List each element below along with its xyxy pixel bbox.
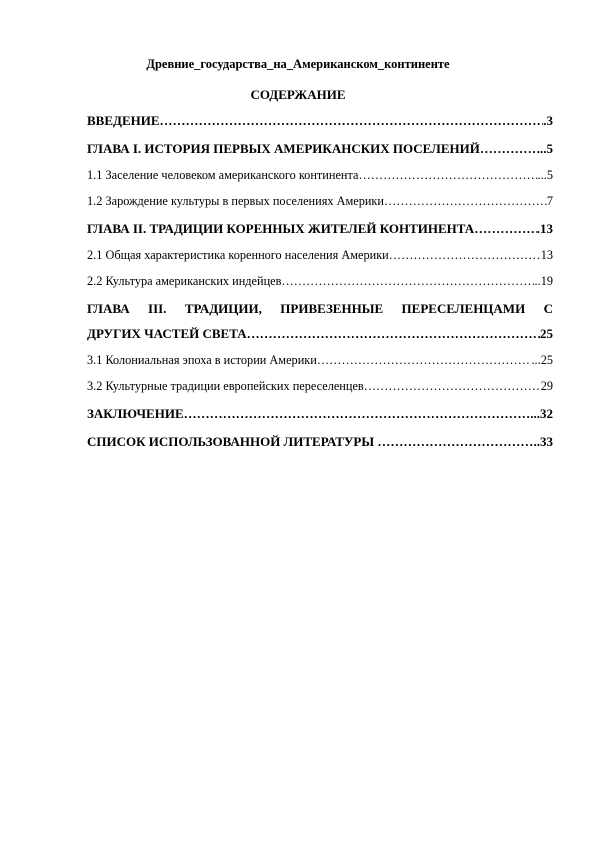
toc-entry-label: 2.2 Культура американских индейцев bbox=[87, 274, 282, 288]
toc-entry-page: ..5 bbox=[540, 141, 553, 156]
toc-heading: СОДЕРЖАНИЕ bbox=[250, 87, 346, 102]
toc-entry bbox=[87, 351, 553, 377]
toc-entry-page: 25 bbox=[540, 326, 553, 341]
toc-leader-dots bbox=[358, 168, 537, 183]
toc-entry bbox=[87, 246, 553, 272]
toc-entry bbox=[87, 431, 553, 459]
toc-entry-page: ...25 bbox=[531, 353, 553, 367]
toc-leader-dots bbox=[184, 406, 531, 422]
toc-entry-label: ГЛАВА I. ИСТОРИЯ ПЕРВЫХ АМЕРИКАНСКИХ ПОСЕЛЕНИЙ bbox=[87, 141, 480, 156]
toc-entry bbox=[87, 218, 553, 246]
toc-entry-page: 7 bbox=[546, 194, 553, 208]
toc-leader-dots bbox=[384, 194, 547, 209]
toc-entry bbox=[87, 323, 553, 351]
table-of-contents bbox=[87, 110, 553, 459]
toc-leader-dots bbox=[364, 379, 541, 394]
toc-entry bbox=[87, 110, 553, 138]
toc-entry-label: 3.1 Колониальная эпоха в истории Америки bbox=[87, 353, 317, 367]
toc-entry-label: СПИСОК ИСПОЛЬЗОВАННОЙ ЛИТЕРАТУРЫ bbox=[87, 434, 378, 449]
toc-entry-page: .3 bbox=[543, 113, 553, 128]
toc-entry bbox=[87, 403, 553, 431]
toc-entry-label: ДРУГИХ ЧАСТЕЙ СВЕТА bbox=[87, 326, 247, 341]
toc-entry-page: 29 bbox=[540, 379, 553, 393]
toc-entry-label: 3.2 Культурные традиции европейских переселенцев bbox=[87, 379, 364, 393]
toc-entry-label-line1: ГЛАВА III. ТРАДИЦИИ, ПРИВЕЗЕННЫЕ ПЕРЕСЕЛЕНЦАМИ С bbox=[87, 301, 553, 316]
document-title: Древние_государства_на_Американском_континенте bbox=[146, 57, 450, 71]
toc-leader-dots bbox=[281, 274, 534, 289]
toc-leader-dots bbox=[317, 353, 532, 368]
toc-entry-label: ВВЕДЕНИЕ bbox=[87, 113, 160, 128]
toc-entry-label: 1.1 Заселение человеком американского континента bbox=[87, 168, 359, 182]
toc-entry bbox=[87, 377, 553, 403]
toc-entry-page: 13 bbox=[540, 248, 553, 262]
toc-entry-label: ЗАКЛЮЧЕНИЕ bbox=[87, 406, 184, 421]
toc-entry-label: ГЛАВА II. ТРАДИЦИИ КОРЕННЫХ ЖИТЕЛЕЙ КОНТИНЕНТА bbox=[87, 221, 475, 236]
toc-leader-dots bbox=[377, 434, 533, 450]
toc-entry-label: 2.1 Общая характеристика коренного населения Америки bbox=[87, 248, 389, 262]
toc-entry-label: 1.2 Зарождение культуры в первых поселениях Америки bbox=[87, 194, 384, 208]
toc-entry-page: .13 bbox=[536, 221, 553, 236]
toc-leader-dots bbox=[389, 248, 541, 263]
toc-entry-page: ...5 bbox=[537, 168, 553, 182]
toc-leader-dots bbox=[480, 141, 540, 157]
toc-entry-page: ...32 bbox=[530, 406, 553, 421]
toc-entry-page: ..19 bbox=[534, 274, 553, 288]
toc-leader-dots bbox=[160, 113, 544, 129]
toc-leader-dots bbox=[474, 221, 537, 237]
toc-entry bbox=[87, 166, 553, 192]
toc-entry-page: ..33 bbox=[533, 434, 553, 449]
toc-leader-dots bbox=[247, 326, 540, 342]
toc-entry bbox=[87, 138, 553, 166]
toc-entry bbox=[87, 192, 553, 218]
toc-entry bbox=[87, 272, 553, 298]
